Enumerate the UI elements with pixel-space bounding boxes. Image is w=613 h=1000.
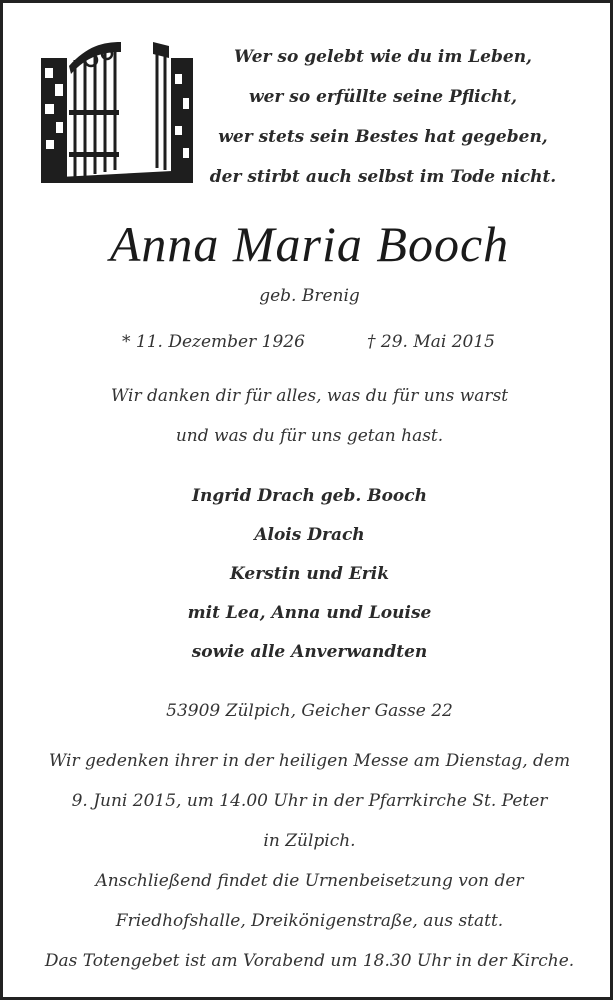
thanks-line: Wir danken dir für alles, was du für uns warst — [110, 386, 509, 406]
poem-line: wer so erfüllte seine Pflicht, — [248, 87, 518, 107]
service-info — [3, 741, 613, 981]
poem-line: Wer so gelebt wie du im Leben, — [234, 47, 532, 67]
mourner: Ingrid Drach geb. Booch — [192, 486, 427, 506]
poem-line: wer stets sein Bestes hat gegeben, — [218, 127, 548, 147]
garden-gate-icon — [41, 40, 193, 183]
deceased-name: Anna Maria Booch — [109, 216, 510, 272]
mourner: mit Lea, Anna und Louise — [187, 603, 432, 623]
birth-date: * 11. Dezember 1926 — [122, 332, 305, 352]
mourner: Alois Drach — [254, 525, 365, 545]
mourner: sowie alle Anverwandten — [191, 642, 428, 662]
mourners-list — [3, 477, 613, 672]
service-line: 9. Juni 2015, um 14.00 Uhr in der Pfarrkirche St. Peter — [71, 791, 548, 811]
poem — [203, 37, 563, 197]
thanks-line: und was du für uns getan hast. — [175, 426, 444, 446]
mourner: Kerstin und Erik — [229, 564, 389, 584]
death-date: † 29. Mai 2015 — [367, 332, 495, 352]
service-line: Anschließend findet die Urnenbeisetzung von der — [95, 871, 524, 891]
service-line: Das Totengebet ist am Vorabend um 18.30 Uhr in der Kirche. — [44, 951, 575, 971]
service-line: in Zülpich. — [263, 831, 356, 851]
address: 53909 Zülpich, Geicher Gasse 22 — [166, 701, 453, 721]
birth-name: geb. Brenig — [259, 286, 360, 306]
service-line: Wir gedenken ihrer in der heiligen Messe am Dienstag, dem — [48, 751, 571, 771]
poem-line: der stirbt auch selbst im Tode nicht. — [209, 167, 557, 187]
service-line: Friedhofshalle, Dreikönigenstraße, aus statt. — [115, 911, 504, 931]
